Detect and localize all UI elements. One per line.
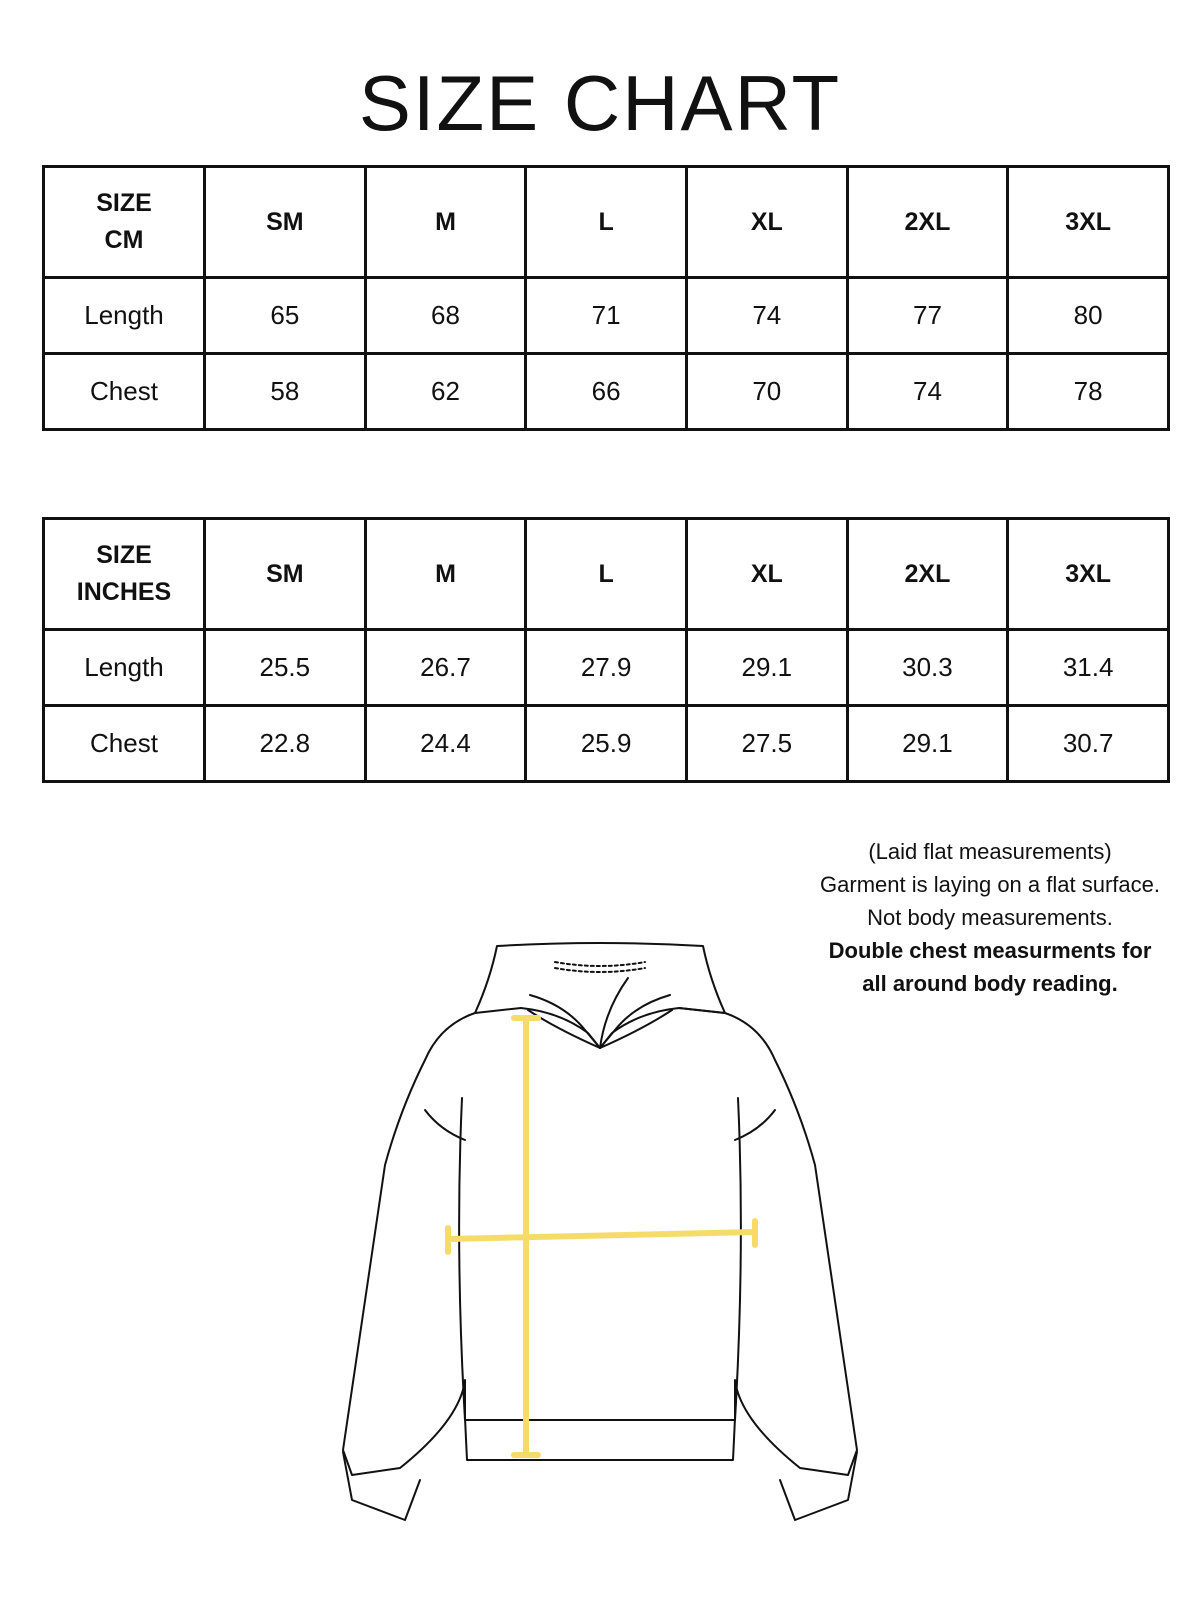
chest-measure-icon	[448, 1221, 755, 1252]
side-seam	[459, 1098, 465, 1420]
table-cell: 68	[365, 278, 526, 354]
hoodie-icon	[0, 900, 1200, 1550]
table-cell: 30.7	[1008, 706, 1169, 782]
body-outline	[343, 1008, 857, 1475]
size-header: 2XL	[847, 167, 1008, 278]
row-label: Chest	[44, 354, 205, 430]
size-table-inches	[42, 517, 1170, 783]
table-cell: 62	[365, 354, 526, 430]
size-header: SM	[205, 167, 366, 278]
shoulder-seam	[425, 1110, 465, 1140]
table-cell: 74	[847, 354, 1008, 430]
table-cell: 31.4	[1008, 630, 1169, 706]
table-cell: 30.3	[847, 630, 1008, 706]
table-cell: 58	[205, 354, 366, 430]
table-cell: 74	[686, 278, 847, 354]
table-cell: 65	[205, 278, 366, 354]
table-cell: 78	[1008, 354, 1169, 430]
note-flat-surface: Garment is laying on a flat surface.	[820, 872, 1160, 897]
table-cell: 24.4	[365, 706, 526, 782]
size-header: XL	[686, 519, 847, 630]
hood-lining	[555, 962, 645, 966]
table-cell: 22.8	[205, 706, 366, 782]
table-header-row	[44, 167, 1169, 278]
table-cell: 27.5	[686, 706, 847, 782]
header-size-label: SIZE	[96, 541, 152, 569]
size-unit-header	[44, 519, 205, 630]
header-unit-label: INCHES	[76, 578, 172, 606]
size-header: SM	[205, 519, 366, 630]
header-unit-label: CM	[104, 226, 144, 254]
table-cell: 29.1	[686, 630, 847, 706]
table-header-row	[44, 519, 1169, 630]
hood-fold	[528, 995, 600, 1048]
table-cell: 77	[847, 278, 1008, 354]
table-cell: 25.5	[205, 630, 366, 706]
row-label: Length	[44, 630, 205, 706]
size-header: M	[365, 167, 526, 278]
note-double-chest: Double chest measurments for all around body reading.	[828, 938, 1152, 996]
table-cell: 25.9	[526, 706, 687, 782]
side-seam	[735, 1098, 741, 1420]
size-header: L	[526, 167, 687, 278]
table-row	[44, 278, 1169, 354]
size-header: 3XL	[1008, 519, 1169, 630]
size-header: L	[526, 519, 687, 630]
table-row	[44, 630, 1169, 706]
hood-outline	[475, 943, 725, 1048]
note-laid-flat: (Laid flat measurements)	[868, 839, 1112, 864]
table-cell: 26.7	[365, 630, 526, 706]
size-header: M	[365, 519, 526, 630]
shoulder-seam	[735, 1110, 775, 1140]
hood-fold	[600, 995, 672, 1048]
table-cell: 66	[526, 354, 687, 430]
row-label: Length	[44, 278, 205, 354]
table-row	[44, 706, 1169, 782]
table-cell: 71	[526, 278, 687, 354]
hood-lining	[555, 968, 645, 972]
size-table-cm	[42, 165, 1170, 431]
table-cell: 80	[1008, 278, 1169, 354]
size-header: XL	[686, 167, 847, 278]
size-header: 2XL	[847, 519, 1008, 630]
table-cell: 70	[686, 354, 847, 430]
size-header: 3XL	[1008, 167, 1169, 278]
page-title: SIZE CHART	[358, 59, 842, 147]
note-not-body: Not body measurements.	[867, 905, 1113, 930]
table-cell: 27.9	[526, 630, 687, 706]
size-unit-header	[44, 167, 205, 278]
header-size-label: SIZE	[96, 189, 152, 217]
waistband	[465, 1418, 735, 1460]
table-row	[44, 354, 1169, 430]
table-cell: 29.1	[847, 706, 1008, 782]
row-label: Chest	[44, 706, 205, 782]
